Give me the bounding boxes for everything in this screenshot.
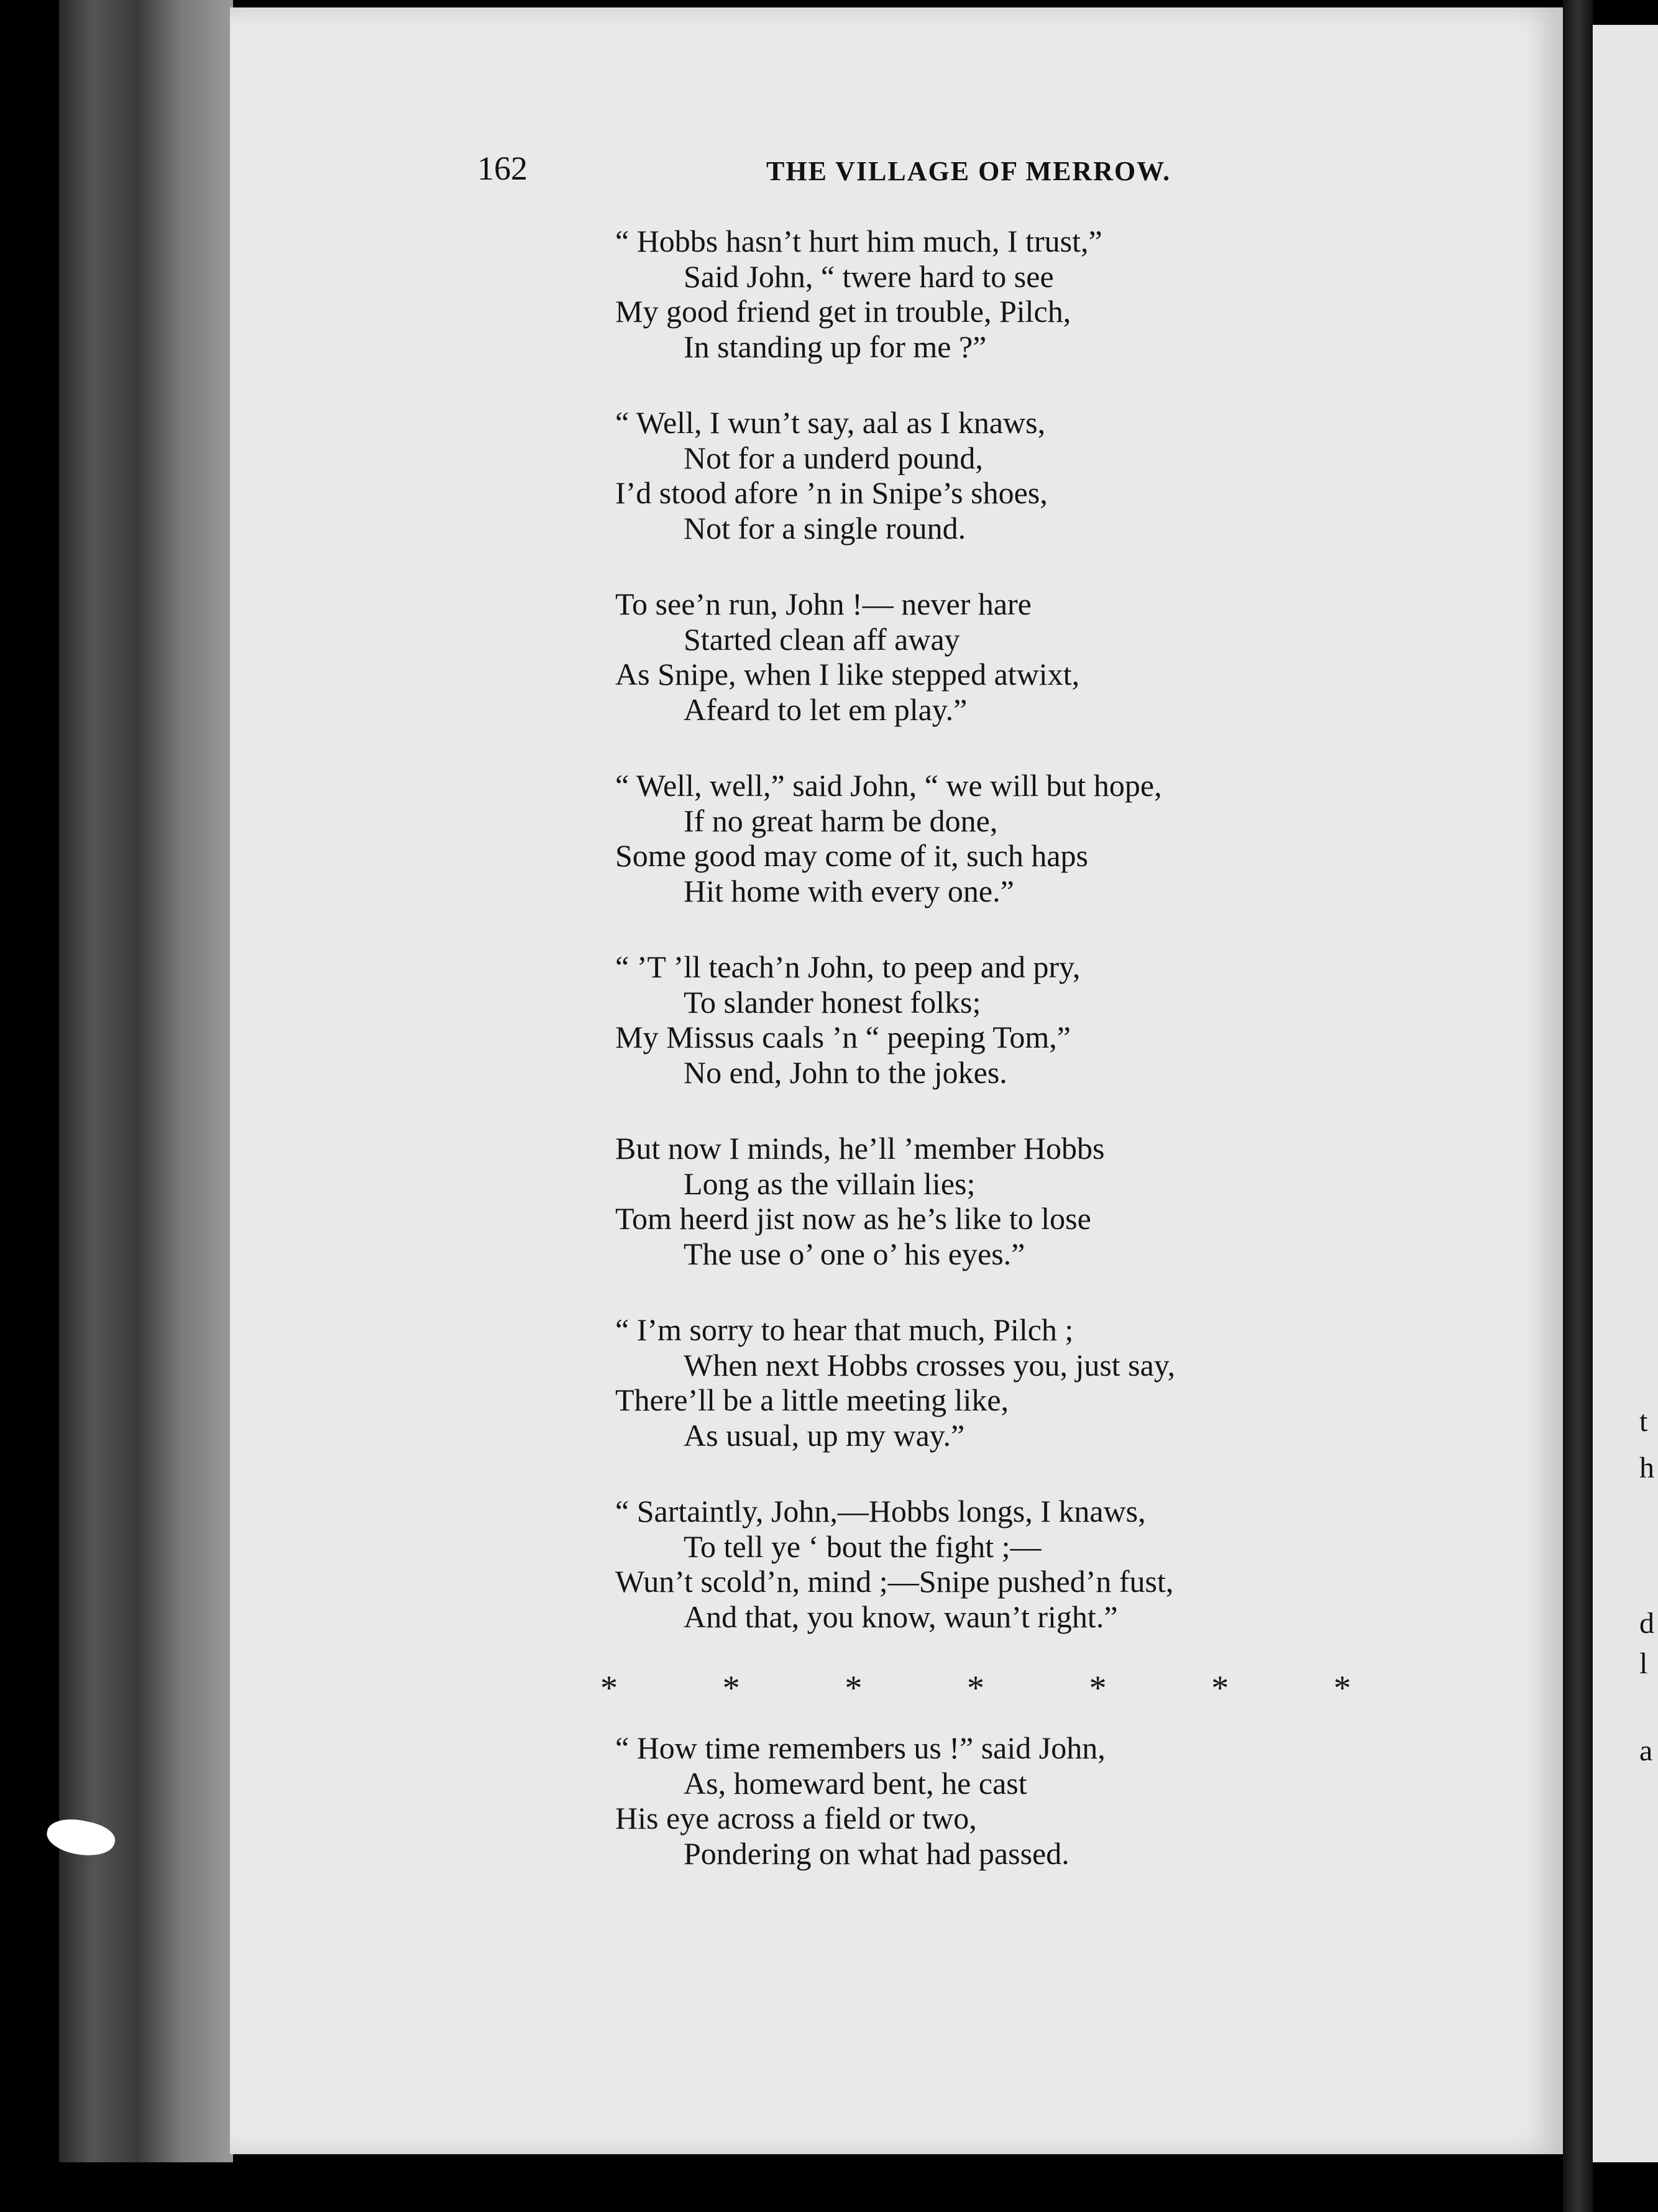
poem-line: His eye across a field or two, [615,1801,977,1835]
running-title: THE VILLAGE OF MERROW. [766,156,1171,186]
poem-line: But now I minds, he’ll ’member Hobbs [615,1131,1105,1166]
separator-star: * [845,1669,863,1707]
poem-line: My good friend get in trouble, Pilch, [615,294,1071,329]
poem-line: As usual, up my way.” [684,1417,965,1453]
final-stanza [615,1730,1361,1871]
poem-line: I’d stood afore ’n in Snipe’s shoes, [615,475,1048,510]
poem-line: In standing up for me ?” [684,329,987,364]
poem-line: No end, John to the jokes. [684,1054,1007,1090]
poem-line: As Snipe, when I like stepped atwixt, [615,657,1080,692]
poem-line: And that, you know, waun’t right.” [684,1599,1118,1634]
section-separator [597,1668,1355,1706]
poem-line: My Missus caals ’n “ peeping Tom,” [615,1020,1071,1054]
book-gutter [1563,0,1593,2212]
separator-star: * [1089,1669,1107,1707]
poem-line: Started clean aff away [684,621,960,657]
running-head [477,149,1198,193]
stanza [615,1312,1361,1453]
stanza [615,1494,1361,1634]
poem-line: Not for a underd pound, [684,440,983,475]
poem-line: To see’n run, John !— never hare [615,587,1032,621]
poem-line: “ Well, well,” said John, “ we will but hope, [615,768,1162,803]
facing-page-fragment: d [1639,1607,1654,1640]
poem-body [615,224,1361,1675]
stanza [615,1131,1361,1271]
facing-page-fragment: h [1639,1451,1654,1484]
stanza [615,768,1361,908]
poem-line: Pondering on what had passed. [684,1835,1069,1871]
poem-line: “ I’m sorry to hear that much, Pilch ; [615,1312,1074,1347]
poem-line: “ How time remembers us !” said John, [615,1730,1106,1765]
facing-page-fragment: a [1639,1734,1653,1767]
stanza [615,949,1361,1090]
separator-star: * [1211,1669,1229,1707]
poem-line: Wun’t scold’n, mind ;—Snipe pushed’n fust, [615,1564,1174,1599]
poem-line: Long as the villain lies; [684,1166,976,1201]
poem-line: Not for a single round. [684,510,966,546]
separator-star: * [1333,1669,1351,1707]
poem-line: Some good may come of it, such haps [615,838,1088,873]
poem-line: To tell ye ‘ bout the fight ;— [684,1529,1042,1564]
facing-page-edge [1593,25,1658,2162]
separator-star: * [722,1669,740,1707]
poem-line: As, homeward bent, he cast [684,1765,1027,1801]
poem-line: Tom heerd jist now as he’s like to lose [615,1201,1091,1236]
poem-line: There’ll be a little meeting like, [615,1382,1009,1417]
separator-star: * [600,1669,618,1707]
poem-line: “ ’T ’ll teach’n John, to peep and pry, [615,949,1081,984]
poem-line: “ Sartaintly, John,—Hobbs longs, I knaws, [615,1494,1146,1529]
stanza [615,405,1361,546]
stanza [615,587,1361,727]
poem-line: To slander honest folks; [684,984,981,1020]
poem-line: Said John, “ twere hard to see [684,258,1054,294]
poem-line: Hit home with every one.” [684,873,1014,908]
poem-line: “ Well, I wun’t say, aal as I knaws, [615,405,1046,440]
stanza [615,224,1361,364]
facing-page-fragment: l [1639,1647,1648,1680]
page-number: 162 [477,150,528,187]
facing-page-fragment: t [1639,1405,1648,1438]
poem-line: The use o’ one o’ his eyes.” [684,1236,1025,1271]
poem-line: When next Hobbs crosses you, just say, [684,1347,1176,1382]
poem-line: Afeard to let em play.” [684,692,968,727]
poem-line: If no great harm be done, [684,803,998,838]
separator-star: * [966,1669,984,1707]
poem-line: “ Hobbs hasn’t hurt him much, I trust,” [615,224,1102,258]
